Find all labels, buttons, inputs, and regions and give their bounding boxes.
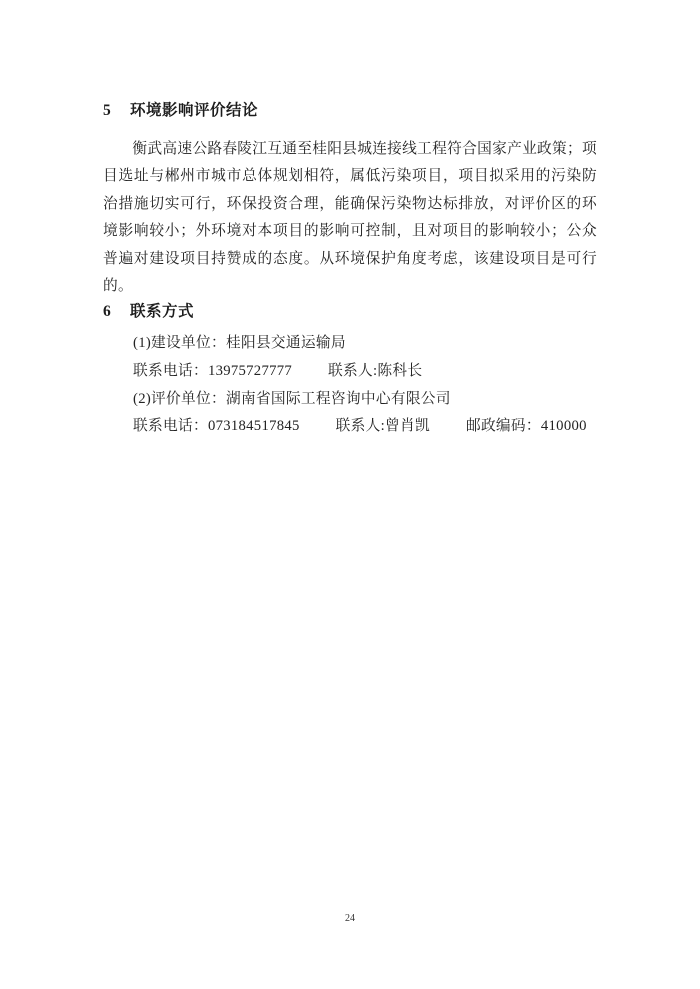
construction-unit-line: [133, 330, 597, 358]
section-6-heading: [103, 301, 597, 323]
assessment-unit-line: [133, 386, 597, 414]
document-content: [103, 100, 597, 441]
page-number: 24: [345, 913, 355, 924]
construction-unit-label-value: (1)建设单位：桂阳县交通运输局: [133, 335, 346, 352]
construction-unit-phone-line: [133, 358, 597, 386]
assessment-unit-postal-code: 邮政编码：410000: [465, 418, 587, 435]
section-5-number: 5: [103, 102, 112, 119]
construction-unit-phone: 联系电话：13975727777: [133, 363, 293, 380]
conclusion-paragraph: 衡武高速公路春陵江互通至桂阳县城连接线工程符合国家产业政策；项目选址与郴州市城市总体规划相符，属低污染项目，项目拟采用的污染防治措施切实可行，环保投资合理，能确保污染物达标排放，对评价区的环境影响较小；外环境对本项目的影响可控制，且对项目的影响较小；公众普遍对建设项目持赞成的态度。从环境保护角度考虑，该建设项目是可行的。: [103, 141, 598, 295]
section-6-title: 联系方式: [130, 303, 195, 321]
section-6-number: 6: [103, 303, 112, 321]
assessment-unit-phone: 联系电话：073184517845: [133, 418, 300, 435]
assessment-unit-label-value: (2)评价单位：湖南省国际工程咨询中心有限公司: [133, 390, 451, 407]
section-5-title: 环境影响评价结论: [130, 102, 259, 119]
construction-unit-contact-person: 联系人:陈科长: [328, 363, 423, 380]
assessment-unit-contact-person: 联系人:曾肖凯: [335, 418, 430, 435]
section-5-heading: [103, 100, 597, 122]
assessment-unit-phone-line: [133, 413, 597, 441]
contact-info-block: [133, 330, 597, 440]
